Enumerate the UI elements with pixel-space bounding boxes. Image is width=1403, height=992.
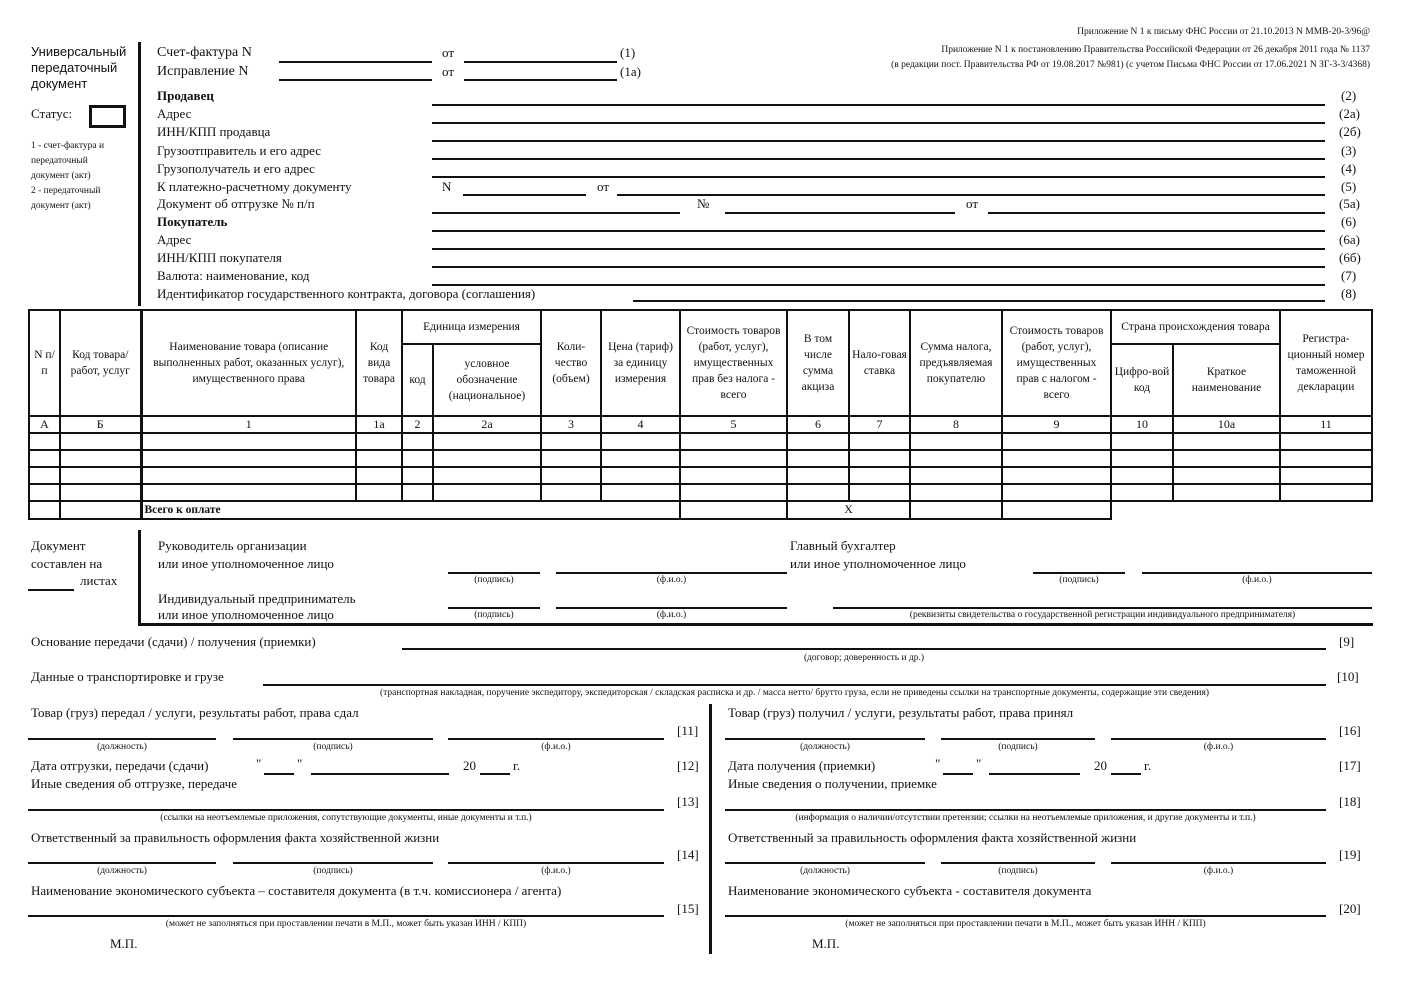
responsible-code: [19] [1339, 847, 1361, 862]
column-number: 1 [141, 416, 356, 433]
document-title-line: документ [31, 76, 88, 91]
responsible-label: Ответственный за правильность оформления факта хозяйственной жизни [31, 830, 440, 845]
table-cell[interactable] [29, 450, 60, 467]
table-cell[interactable] [402, 433, 433, 450]
table-cell[interactable] [1111, 433, 1173, 450]
transport-label: Данные о транспортировке и грузе [31, 669, 224, 684]
seller-address-label: Адрес [157, 106, 192, 121]
total-cost-with-tax[interactable] [1002, 501, 1111, 519]
ship-date-code: [12] [677, 758, 699, 773]
col-header-customs-decl: Регистра-ционный номер таможенной декларации [1280, 310, 1372, 416]
col-header-country-code: Цифро-вой код [1111, 344, 1173, 416]
receive-month-field[interactable] [989, 773, 1080, 775]
buyer-label: Покупатель [157, 214, 228, 229]
ship-year-field[interactable] [480, 773, 510, 775]
correction-code: (1а) [620, 64, 641, 79]
quote-open: " [256, 756, 262, 771]
table-cell[interactable] [1280, 433, 1372, 450]
status-legend-line: документ (акт) [31, 201, 91, 211]
total-label: Всего к оплате [141, 501, 680, 519]
payment-doc-from-label: от [597, 179, 610, 194]
ie-label-line1: Индивидуальный предприниматель [158, 591, 356, 606]
table-cell[interactable] [1173, 433, 1280, 450]
table-cell[interactable] [1002, 484, 1111, 501]
ie-certificate-field[interactable] [833, 607, 1372, 609]
seller-inn-label: ИНН/КПП продавца [157, 124, 271, 139]
col-header-cost-with-tax: Стоимость товаров (работ, услуг), имущественных прав с налогом - всего [1002, 310, 1111, 416]
column-number: 7 [849, 416, 910, 433]
shipment-doc-code: (5а) [1339, 196, 1360, 211]
table-cell[interactable] [601, 467, 680, 484]
column-number: 5 [680, 416, 787, 433]
status-input-box[interactable] [89, 105, 126, 128]
table-cell[interactable] [60, 484, 141, 501]
empty-cell [1111, 501, 1372, 519]
other-ship-code: [13] [677, 794, 699, 809]
column-number: Б [60, 416, 141, 433]
quote-close: " [297, 756, 303, 771]
received-code: [16] [1339, 723, 1361, 738]
head-fio-field[interactable] [556, 572, 787, 574]
table-cell[interactable] [680, 450, 787, 467]
buyer-address-code: (6а) [1339, 232, 1360, 247]
header-vertical-divider [138, 42, 141, 306]
year-prefix: 20 [463, 758, 476, 773]
table-cell[interactable] [60, 450, 141, 467]
col-header-unit-group: Единица измерения [402, 310, 541, 344]
table-cell[interactable] [356, 433, 402, 450]
fio-caption: (ф.и.о.) [656, 610, 687, 620]
column-number: 2а [433, 416, 541, 433]
correction-date-field[interactable] [464, 79, 617, 81]
goods-table [28, 309, 1373, 520]
responsible-code: [14] [677, 847, 699, 862]
table-cell[interactable] [601, 450, 680, 467]
other-receive-field[interactable] [725, 809, 1326, 811]
fio-caption: (ф.и.о.) [1242, 575, 1272, 585]
other-receive-caption: (информация о наличии/отсутствии претензии; ссылки на неотъемлемые приложения, и другие документы и т.п.) [795, 813, 1256, 823]
consignee-code: (4) [1341, 161, 1357, 176]
table-cell[interactable] [433, 433, 541, 450]
payment-doc-label: К платежно-расчетному документу [157, 179, 352, 194]
seller-code: (2) [1341, 88, 1357, 103]
responsible-signature-field[interactable] [941, 862, 1095, 864]
fio-caption: (ф.и.о.) [1203, 742, 1234, 752]
col-header-country-name: Краткое наименование [1173, 344, 1280, 416]
chief-accountant-label-line2: или иное уполномоченное лицо [790, 556, 966, 571]
fio-caption: (ф.и.о.) [656, 575, 687, 585]
table-cell[interactable] [402, 467, 433, 484]
table-cell[interactable] [141, 450, 356, 467]
table-row [29, 433, 1372, 450]
col-header-cost-without-tax: Стоимость товаров (работ, услуг), имущественных прав без налога - всего [680, 310, 787, 416]
entity-caption: (может не заполняться при проставлении печати в М.П., может быть указан ИНН / КПП) [845, 919, 1206, 929]
seller-field[interactable] [432, 104, 1325, 106]
responsible-fio-field[interactable] [1111, 862, 1326, 864]
table-cell[interactable] [402, 450, 433, 467]
table-cell[interactable] [60, 467, 141, 484]
col-header-tax-amount: Сумма налога, предъявляемая покупателю [910, 310, 1002, 416]
year-prefix: 20 [1094, 758, 1107, 773]
position-caption: (должность) [97, 866, 147, 876]
table-cell[interactable] [433, 467, 541, 484]
received-label: Товар (груз) получил / услуги, результаты работ, права принял [728, 705, 1074, 720]
table-cell[interactable] [1280, 450, 1372, 467]
entity-label: Наименование экономического субъекта – составителя документа (в т.ч. комиссионера / агента) [31, 883, 562, 898]
payment-doc-n-label: N [442, 179, 452, 194]
table-cell[interactable] [60, 433, 141, 450]
signature-caption: (подпись) [313, 866, 353, 876]
pages-label-line3: листах [80, 573, 118, 588]
table-cell[interactable] [541, 484, 601, 501]
table-cell[interactable] [1173, 467, 1280, 484]
currency-field[interactable] [432, 284, 1325, 286]
buyer-code: (6) [1341, 214, 1357, 229]
basis-caption: (договор; доверенность и др.) [803, 653, 925, 663]
buyer-inn-field[interactable] [432, 266, 1325, 268]
other-receive-label: Иные сведения о получении, приемке [728, 776, 937, 791]
column-number: 8 [910, 416, 1002, 433]
receive-date-label: Дата получения (приемки) [728, 758, 876, 773]
table-cell[interactable] [1280, 484, 1372, 501]
col-header-tax-rate: Нало-говая ставка [849, 310, 910, 416]
chief-accountant-label-line1: Главный бухгалтер [790, 538, 896, 553]
entity-code: [20] [1339, 901, 1361, 916]
signature-caption: (подпись) [998, 866, 1038, 876]
table-cell[interactable] [356, 484, 402, 501]
center-vertical-divider [709, 704, 712, 954]
col-header-unit-symbol: условное обозначение (национальное) [433, 344, 541, 416]
pages-label-line2: составлен на [31, 556, 103, 571]
signature-caption: (подпись) [474, 575, 514, 585]
document-title-line: передаточный [31, 60, 118, 75]
invoice-from-label: от [442, 45, 455, 60]
table-cell[interactable] [356, 450, 402, 467]
table-cell[interactable] [787, 467, 849, 484]
other-ship-caption: (ссылки на неотъемлемые приложения, сопутствующие документы, иные документы и т.п.) [160, 813, 532, 823]
status-label: Статус: [31, 106, 73, 121]
table-cell[interactable] [1002, 467, 1111, 484]
position-caption: (должность) [800, 866, 850, 876]
received-signature-field[interactable] [941, 738, 1095, 740]
ie-fio-field[interactable] [556, 607, 787, 609]
contract-id-code: (8) [1341, 286, 1357, 301]
appendix-fns-letter: Приложение N 1 к письму ФНС России от 21.10.2013 N ММВ-20-3/96@ [1077, 27, 1370, 37]
seller-address-field[interactable] [432, 122, 1325, 124]
transport-field[interactable] [263, 684, 1326, 686]
shipment-doc-from-label: от [966, 196, 979, 211]
signature-bottom-rule [138, 623, 1373, 626]
pages-label-line1: Документ [31, 538, 86, 553]
received-fio-field[interactable] [1111, 738, 1326, 740]
table-row [29, 467, 1372, 484]
table-cell[interactable] [849, 450, 910, 467]
table-cell[interactable] [849, 467, 910, 484]
contract-id-field[interactable] [633, 300, 1325, 302]
table-cell[interactable] [910, 433, 1002, 450]
shipment-doc-label: Документ об отгрузке № п/п [157, 196, 315, 211]
table-cell[interactable] [680, 467, 787, 484]
received-position-field[interactable] [725, 738, 925, 740]
shipper-label: Грузоотправитель и его адрес [157, 143, 322, 158]
fio-caption: (ф.и.о.) [1203, 866, 1234, 876]
payment-doc-code: (5) [1341, 179, 1357, 194]
column-number: 6 [787, 416, 849, 433]
table-cell[interactable] [541, 450, 601, 467]
col-header-n: N п/п [29, 310, 60, 416]
table-cell[interactable] [849, 433, 910, 450]
table-cell[interactable] [1173, 484, 1280, 501]
invoice-number-field[interactable] [279, 61, 432, 63]
table-cell[interactable] [141, 484, 356, 501]
head-label-line2: или иное уполномоченное лицо [158, 556, 334, 571]
table-cell[interactable] [433, 484, 541, 501]
other-ship-label: Иные сведения об отгрузке, передаче [31, 776, 237, 791]
other-ship-field[interactable] [28, 809, 664, 811]
table-cell[interactable] [787, 433, 849, 450]
appendix-decree: Приложение N 1 к постановлению Правительства Российской Федерации от 26 декабря 2011 года № 1137 [941, 45, 1370, 55]
consignee-field[interactable] [432, 176, 1325, 178]
column-number: А [29, 416, 60, 433]
responsible-position-field[interactable] [28, 862, 216, 864]
table-cell[interactable] [849, 484, 910, 501]
receive-date-code: [17] [1339, 758, 1361, 773]
seller-address-code: (2а) [1339, 106, 1360, 121]
entity-caption: (может не заполняться при проставлении печати в М.П., может быть указан ИНН / КПП) [165, 919, 527, 929]
status-legend-line: передаточный [31, 156, 88, 166]
currency-label: Валюта: наименование, код [157, 268, 310, 283]
handed-signature-field[interactable] [233, 738, 433, 740]
status-legend-line: 1 - счет-фактура и [31, 141, 105, 151]
responsible-signature-field[interactable] [233, 862, 433, 864]
table-cell[interactable] [910, 467, 1002, 484]
table-cell[interactable] [29, 467, 60, 484]
signature-caption: (подпись) [998, 742, 1038, 752]
table-cell[interactable] [787, 450, 849, 467]
total-tax-amount[interactable] [910, 501, 1002, 519]
stamp-placeholder: М.П. [110, 936, 138, 951]
table-cell[interactable] [1280, 467, 1372, 484]
signature-caption: (подпись) [474, 610, 514, 620]
shipment-doc-number-field[interactable] [725, 212, 955, 214]
document-title-line: Универсальный [31, 44, 127, 59]
column-number: 9 [1002, 416, 1111, 433]
column-numbers-row [29, 416, 1372, 433]
head-signature-field[interactable] [448, 572, 540, 574]
buyer-inn-label: ИНН/КПП покупателя [157, 250, 282, 265]
appendix-revision: (в редакции пост. Правительства РФ от 19.08.2017 №981) (с учетом Письма ФНС России от 17.06.2021 N ЗГ-3-3/4368) [891, 60, 1370, 70]
buyer-field[interactable] [432, 230, 1325, 232]
quote-close: " [976, 756, 982, 771]
table-cell[interactable] [787, 484, 849, 501]
ship-date-label: Дата отгрузки, передачи (сдачи) [31, 758, 209, 773]
year-suffix: г. [513, 758, 521, 773]
table-cell[interactable] [601, 484, 680, 501]
table-cell[interactable] [1002, 450, 1111, 467]
responsible-position-field[interactable] [725, 862, 925, 864]
head-label-line1: Руководитель организации [158, 538, 307, 553]
table-cell[interactable] [356, 467, 402, 484]
table-cell[interactable] [1111, 484, 1173, 501]
table-cell[interactable] [541, 467, 601, 484]
table-cell[interactable] [141, 433, 356, 450]
year-suffix: г. [1144, 758, 1152, 773]
total-cost-without-tax[interactable] [680, 501, 787, 519]
table-cell[interactable] [402, 484, 433, 501]
table-cell[interactable] [910, 484, 1002, 501]
shipment-doc-date-field[interactable] [988, 212, 1325, 214]
responsible-label: Ответственный за правильность оформления факта хозяйственной жизни [728, 830, 1137, 845]
quote-open: " [935, 756, 941, 771]
table-cell[interactable] [29, 484, 60, 501]
handed-label: Товар (груз) передал / услуги, результаты работ, права сдал [31, 705, 359, 720]
buyer-inn-code: (6б) [1339, 250, 1361, 265]
signature-caption: (подпись) [1059, 575, 1099, 585]
table-row [29, 450, 1372, 467]
total-excise-mark: X [787, 501, 910, 519]
invoice-date-field[interactable] [464, 61, 617, 63]
table-cell [29, 501, 60, 519]
column-number: 3 [541, 416, 601, 433]
entity-label: Наименование экономического субъекта - составителя документа [728, 883, 1092, 898]
column-number: 10а [1173, 416, 1280, 433]
table-cell[interactable] [680, 433, 787, 450]
correction-label: Исправление N [157, 64, 249, 79]
entity-field[interactable] [28, 915, 664, 917]
column-number: 10 [1111, 416, 1173, 433]
entity-code: [15] [677, 901, 699, 916]
chief-accountant-signature-field[interactable] [1033, 572, 1125, 574]
col-header-excise: В том числе сумма акциза [787, 310, 849, 416]
ship-month-field[interactable] [311, 773, 449, 775]
receive-day-field[interactable] [943, 773, 973, 775]
signature-vertical-divider [138, 530, 141, 626]
invoice-code: (1) [620, 45, 636, 60]
receive-year-field[interactable] [1111, 773, 1141, 775]
column-number: 2 [402, 416, 433, 433]
col-header-country-group: Страна происхождения товара [1111, 310, 1280, 344]
correction-from-label: от [442, 64, 455, 79]
col-header-price: Цена (тариф) за единицу измерения [601, 310, 680, 416]
seller-inn-code: (2б) [1339, 124, 1361, 139]
table-cell[interactable] [1002, 433, 1111, 450]
table-cell[interactable] [1173, 450, 1280, 467]
currency-code: (7) [1341, 268, 1357, 283]
table-cell[interactable] [541, 433, 601, 450]
table-row [29, 484, 1372, 501]
table-cell[interactable] [1111, 450, 1173, 467]
consignee-label: Грузополучатель и его адрес [157, 161, 315, 176]
table-cell[interactable] [680, 484, 787, 501]
payment-doc-number-field[interactable] [463, 194, 586, 196]
col-header-name: Наименование товара (описание выполненных работ, оказанных услуг), имущественного права [141, 310, 356, 416]
status-legend-line: 2 - передаточный [31, 186, 101, 196]
col-header-quantity: Коли-чество (объем) [541, 310, 601, 416]
transport-code: [10] [1337, 669, 1359, 684]
shipper-field[interactable] [432, 158, 1325, 160]
ie-certificate-caption: (реквизиты свидетельства о государственной регистрации индивидуального предпринимателя) [909, 610, 1296, 620]
seller-inn-field[interactable] [432, 140, 1325, 142]
column-number: 4 [601, 416, 680, 433]
ship-day-field[interactable] [264, 773, 294, 775]
transport-caption: (транспортная накладная, поручение экспедитору, экспедиторская / складская расписка и др. / масса нетто/ брутто груза, если не приведены ссылки на транспортные документы, содержащие эти сведения) [380, 688, 1209, 698]
table-cell[interactable] [601, 433, 680, 450]
entity-field[interactable] [725, 915, 1326, 917]
table-cell[interactable] [1111, 467, 1173, 484]
chief-accountant-fio-field[interactable] [1142, 572, 1372, 574]
column-number: 1а [356, 416, 402, 433]
stamp-placeholder: М.П. [812, 936, 840, 951]
shipment-doc-pp-field[interactable] [432, 212, 680, 214]
table-cell[interactable] [29, 433, 60, 450]
other-receive-code: [18] [1339, 794, 1361, 809]
fio-caption: (ф.и.о.) [541, 742, 571, 752]
shipment-doc-no-label: № [697, 196, 710, 211]
responsible-fio-field[interactable] [448, 862, 664, 864]
buyer-address-label: Адрес [157, 232, 192, 247]
fio-caption: (ф.и.о.) [541, 866, 571, 876]
shipper-code: (3) [1341, 143, 1357, 158]
table-cell [60, 501, 141, 519]
position-caption: (должность) [800, 742, 850, 752]
basis-code: [9] [1339, 634, 1355, 649]
handed-fio-field[interactable] [448, 738, 664, 740]
basis-label: Основание передачи (сдачи) / получения (приемки) [31, 634, 316, 649]
pages-count-field[interactable] [28, 589, 74, 591]
signature-caption: (подпись) [313, 742, 353, 752]
ie-label-line2: или иное уполномоченное лицо [158, 607, 334, 622]
handed-code: [11] [677, 723, 699, 738]
position-caption: (должность) [97, 742, 147, 752]
handed-position-field[interactable] [28, 738, 216, 740]
status-legend-line: документ (акт) [31, 171, 91, 181]
invoice-label: Счет-фактура N [157, 45, 252, 60]
table-cell[interactable] [433, 450, 541, 467]
total-row [29, 501, 1372, 519]
table-cell[interactable] [141, 467, 356, 484]
col-header-product-code: Код товара/ работ, услуг [60, 310, 141, 416]
buyer-address-field[interactable] [432, 248, 1325, 250]
table-cell[interactable] [910, 450, 1002, 467]
col-header-type-code: Код вида товара [356, 310, 402, 416]
col-header-unit-code: код [402, 344, 433, 416]
ie-signature-field[interactable] [448, 607, 540, 609]
correction-number-field[interactable] [279, 79, 432, 81]
basis-field[interactable] [402, 648, 1326, 650]
column-number: 11 [1280, 416, 1372, 433]
seller-label: Продавец [157, 88, 214, 103]
contract-id-label: Идентификатор государственного контракта, договора (соглашения) [157, 286, 536, 301]
